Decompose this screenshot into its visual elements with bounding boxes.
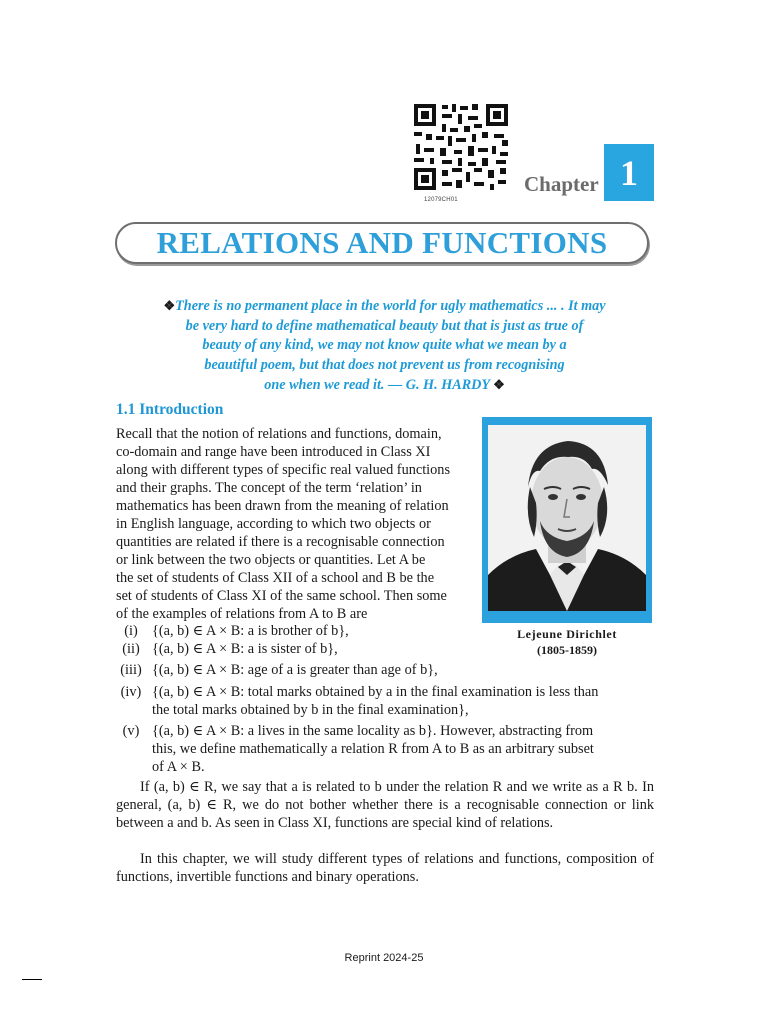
list-item-text: of A × B. bbox=[152, 759, 205, 775]
epigraph-quote bbox=[112, 296, 657, 396]
text-line: and their graphs. The concept of the term ‘relation’ in bbox=[116, 480, 422, 497]
list-item-text: {(a, b) ∈ A × B: a is sister of b}, bbox=[152, 641, 338, 657]
qr-code-label: 12079CH01 bbox=[424, 197, 458, 203]
chapter-number: 1 bbox=[620, 153, 638, 193]
quote-line bbox=[112, 375, 657, 396]
chapter-scope-paragraph: In this chapter, we will study different types of relations and functions, composition of functions, invertible functions and binary operations. bbox=[116, 851, 654, 886]
text-line: the set of students of Class XII of a school and B be the bbox=[116, 570, 435, 587]
text-line: Recall that the notion of relations and functions, domain, bbox=[116, 426, 442, 442]
list-item-number: (iv) bbox=[120, 684, 142, 700]
text-line: or link between the two objects or quantities. Let A be bbox=[116, 552, 426, 569]
reprint-footer: Reprint 2024-25 bbox=[344, 952, 424, 964]
text-line: co-domain and range have been introduced in Class XI bbox=[116, 444, 431, 461]
portrait-caption-name: Lejeune Dirichlet bbox=[517, 627, 617, 641]
list-item-number: (ii) bbox=[122, 641, 140, 657]
text-line: set of students of Class XI of the same school. Then some bbox=[116, 588, 447, 605]
quote-line-text: one when we read it. — G. H. HARDY bbox=[264, 377, 490, 394]
list-item-number: (v) bbox=[122, 723, 140, 739]
list-item-text: the total marks obtained by b in the final examination}, bbox=[152, 702, 469, 718]
dirichlet-portrait-image bbox=[488, 425, 646, 611]
quote-line bbox=[112, 296, 657, 317]
quote-line: be very hard to define mathematical beauty but that is just as true of bbox=[185, 317, 584, 334]
text-line: of the examples of relations from A to B are bbox=[116, 606, 368, 623]
text-line: mathematics has been drawn from the meaning of relation bbox=[116, 498, 449, 515]
list-item-text: this, we define mathematically a relation R from A to B as an arbitrary subset bbox=[152, 741, 594, 757]
list-item-number: (iii) bbox=[120, 662, 142, 678]
section-heading: 1.1 Introduction bbox=[116, 401, 224, 418]
chapter-label: Chapter bbox=[524, 172, 599, 196]
qr-code-image bbox=[412, 102, 510, 192]
list-item-text: {(a, b) ∈ A × B: a lives in the same locality as b}. However, abstracting from bbox=[152, 723, 594, 739]
text-line: in English language, according to which two objects or bbox=[116, 516, 431, 533]
ornament-icon: ❖ bbox=[163, 298, 176, 313]
quote-line: beauty of any kind, we may not know quite what we mean by a bbox=[202, 337, 567, 354]
list-item-text: {(a, b) ∈ A × B: total marks obtained by a in the final examination is less than bbox=[152, 684, 599, 700]
corner-rule bbox=[22, 979, 42, 980]
ornament-icon: ❖ bbox=[493, 377, 505, 393]
portrait-caption-years: (1805-1859) bbox=[537, 643, 597, 657]
quote-line: beautiful poem, but that does not prevent us from recognising bbox=[204, 356, 565, 373]
list-item-text: {(a, b) ∈ A × B: a is brother of b}, bbox=[152, 623, 349, 639]
text-line: quantities are related if there is a recognisable connection bbox=[116, 534, 445, 551]
relation-definition-paragraph: If (a, b) ∈ R, we say that a is related to b under the relation R and we write as a R b. In general, (a, b) ∈ R, we do not bother whether there is a recognisable connection or link between a and b. As seen in Class XI, functions are special kind of relations. bbox=[116, 779, 654, 832]
list-item-text: {(a, b) ∈ A × B: age of a is greater than age of b}, bbox=[152, 662, 438, 678]
intro-paragraph bbox=[116, 425, 473, 624]
quote-line-text: There is no permanent place in the world for ugly mathematics ... . It may bbox=[175, 298, 606, 314]
list-item-number: (i) bbox=[124, 623, 138, 639]
chapter-title: RELATIONS AND FUNCTIONS bbox=[156, 225, 608, 260]
text-line: along with different types of specific real valued functions bbox=[116, 462, 451, 479]
